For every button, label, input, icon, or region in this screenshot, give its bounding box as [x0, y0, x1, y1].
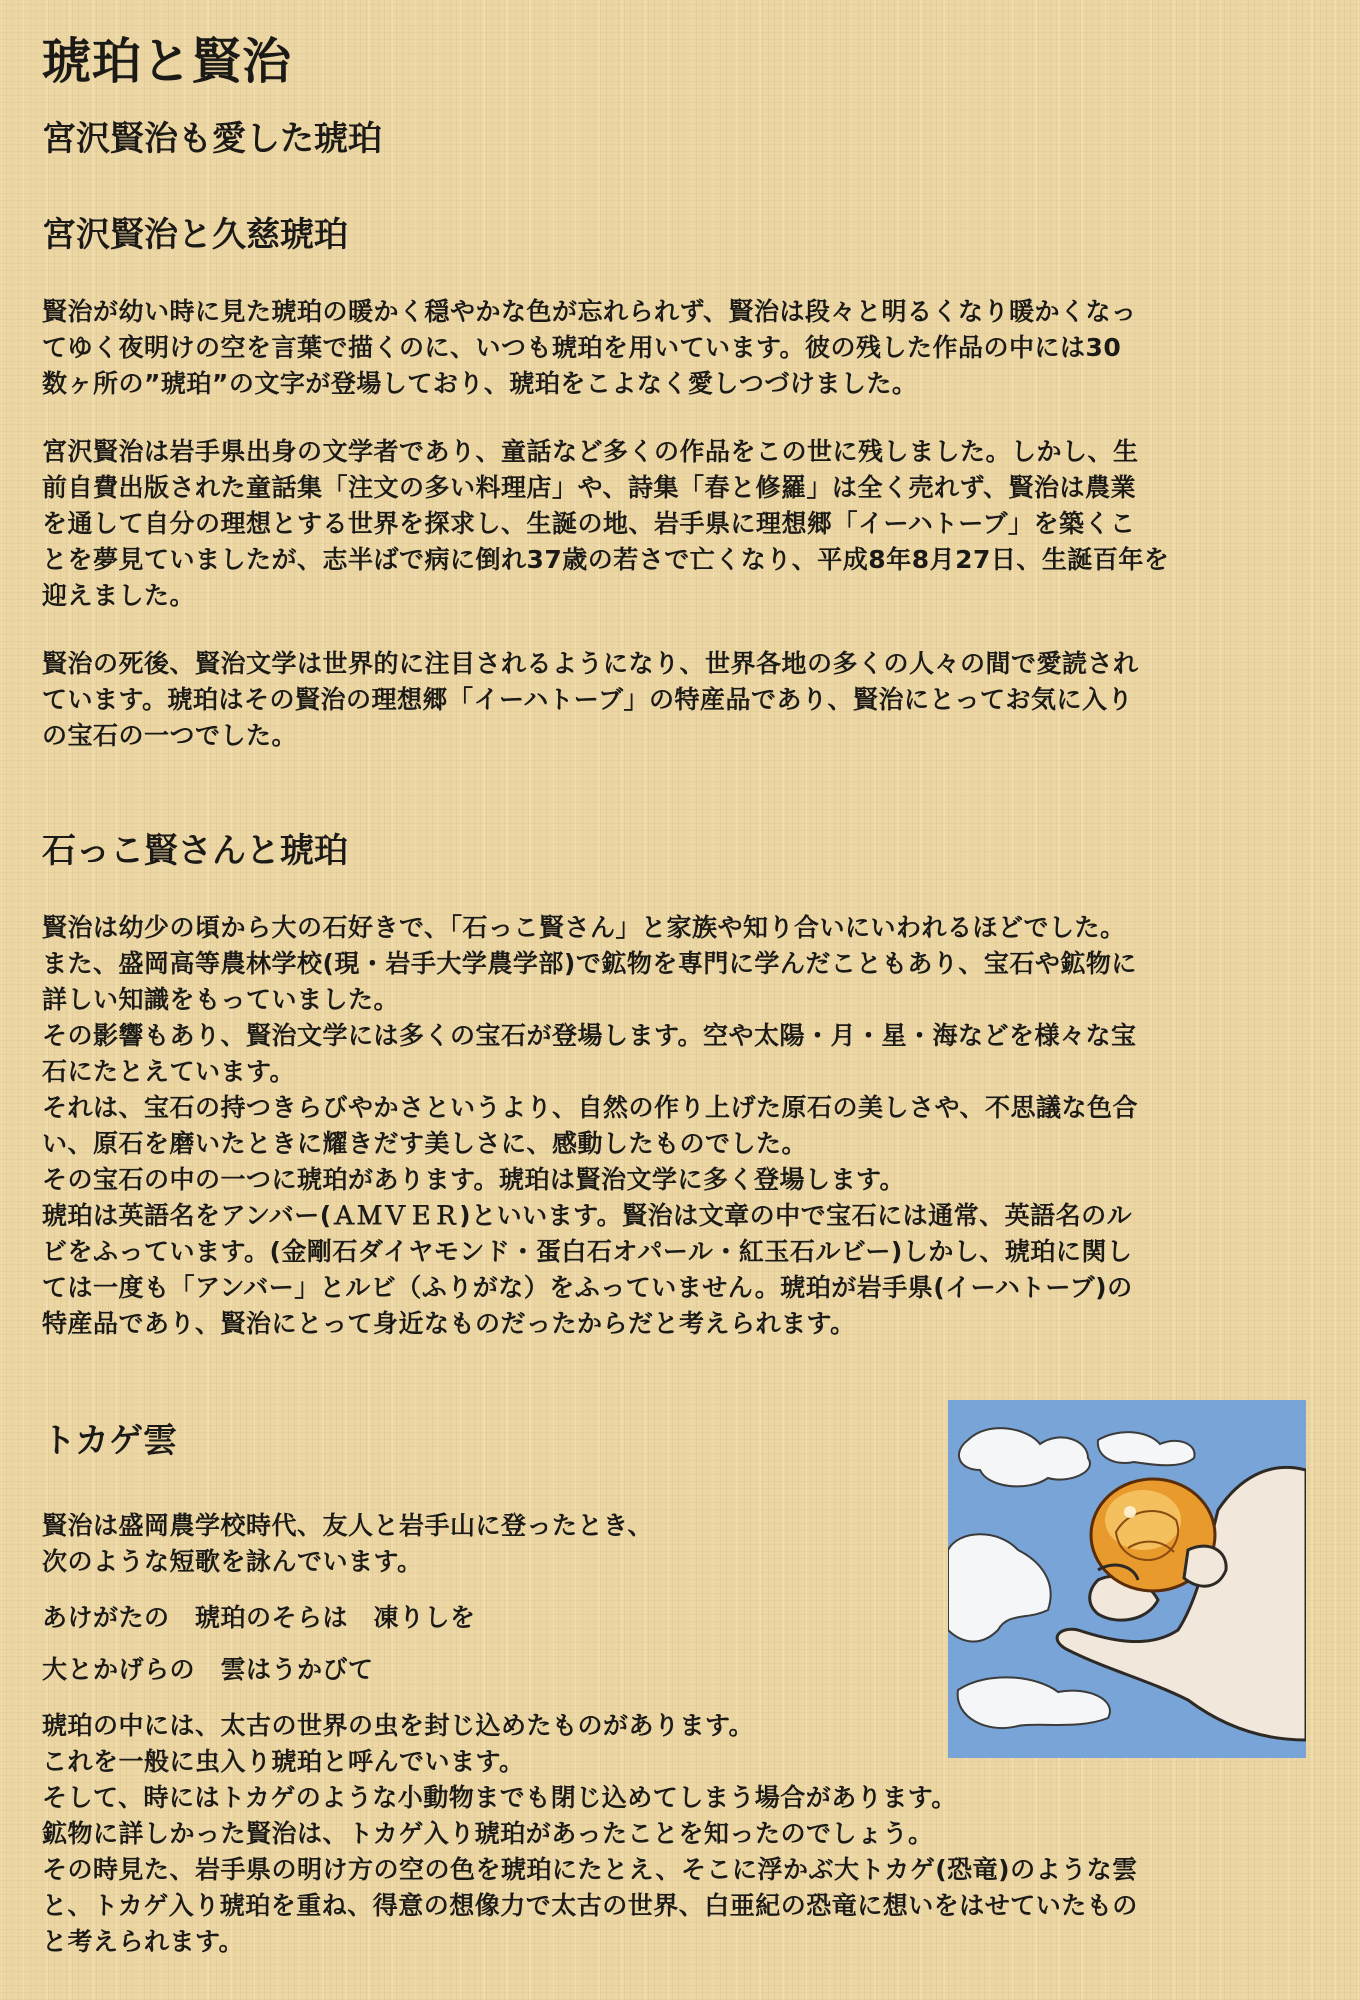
paragraph-line: を通して自分の理想とする世界を探求し、生誕の地、岩手県に理想郷「イーハトーブ」を築くこ [42, 509, 1136, 538]
paragraph-line: 琥珀は英語名をアンバー(ＡＭＶＥＲ)といいます。賢治は文章の中で宝石には通常、英語名のル [42, 1201, 1133, 1230]
paragraph-line: 迎えました。 [42, 581, 196, 610]
section-heading-tokage-gumo: トカゲ雲 [42, 1421, 177, 1461]
paragraph-line: い、原石を磨いたときに耀きだす美しさに、感動したものでした。 [42, 1129, 808, 1158]
paragraph-line: 宮沢賢治は岩手県出身の文学者であり、童話など多くの作品をこの世に残しました。しかし、生 [42, 437, 1139, 466]
paragraph-line: と考えられます。 [42, 1927, 245, 1956]
paragraph-line: それは、宝石の持つきらびやかさというより、自然の作り上げた原石の美しさや、不思議な色合 [42, 1093, 1139, 1122]
paragraph-line: と、トカゲ入り琥珀を重ね、得意の想像力で太古の世界、白亜紀の恐竜に想いをはせていたもの [42, 1891, 1138, 1920]
paragraph-line: ビをふっています。(金剛石ダイヤモンド・蛋白石オパール・紅玉石ルビー)しかし、琥珀に関し [42, 1237, 1133, 1266]
paragraph-line: 前自費出版された童話集「注文の多い料理店」や、詩集「春と修羅」は全く売れず、賢治は農業 [42, 473, 1137, 502]
paragraph-line: 数ヶ所の”琥珀”の文字が登場しており、琥珀をこよなく愛しつづけました。 [42, 369, 918, 398]
paragraph-line: 琥珀の中には、太古の世界の虫を封じ込めたものがあります。 [42, 1711, 755, 1740]
paragraph-line: そして、時にはトカゲのような小動物までも閉じ込めてしまう場合があります。 [42, 1783, 957, 1812]
paragraph-line: これを一般に虫入り琥珀と呼んでいます。 [42, 1747, 525, 1776]
paragraph [42, 1508, 653, 1580]
paragraph-line: その時見た、岩手県の明け方の空の色を琥珀にたとえ、そこに浮かぶ大トカゲ(恐竜)のような雲 [42, 1855, 1138, 1884]
paragraph [42, 646, 1139, 754]
paragraph-line: ては一度も「アンバー」とルビ（ふりがな）をふっていません。琥珀が岩手県(イーハトーブ)の [42, 1273, 1133, 1302]
hand-holding-amber-icon [948, 1400, 1306, 1758]
paragraph-line: その宝石の中の一つに琥珀があります。琥珀は賢治文学に多く登場します。 [42, 1165, 906, 1194]
paragraph-line: また、盛岡高等農林学校(現・岩手大学農学部)で鉱物を専門に学んだこともあり、宝石や鉱物に [42, 949, 1137, 978]
paragraph-line: その影響もあり、賢治文学には多くの宝石が登場します。空や太陽・月・星・海などを様々な宝 [42, 1021, 1137, 1050]
paragraph [42, 910, 1138, 1342]
paragraph-line: 詳しい知識をもっていました。 [42, 985, 400, 1014]
section-heading-miyazawa-kuji: 宮沢賢治と久慈琥珀 [42, 215, 348, 255]
paragraph-line: 賢治は盛岡農学校時代、友人と岩手山に登ったとき、 [42, 1511, 654, 1540]
paragraph-line: 石にたとえています。 [42, 1057, 296, 1086]
paragraph-line: 特産品であり、賢治にとって身近なものだったからだと考えられます。 [42, 1309, 856, 1338]
paragraph-line: 賢治は幼少の頃から大の石好きで、「石っこ賢さん」と家族や知り合いにいわれるほどでした。 [42, 913, 1126, 942]
tanka-line [42, 1600, 476, 1636]
paragraph-line: 次のような短歌を詠んでいます。 [42, 1547, 423, 1576]
paragraph-line: てゆく夜明けの空を言葉で描くのに、いつも琥珀を用いています。彼の残した作品の中には30 [42, 333, 1122, 362]
paragraph-line: ています。琥珀はその賢治の理想郷「イーハトーブ」の特産品であり、賢治にとってお気に入り [42, 685, 1134, 714]
tanka-line-text: 大とかげらの 雲はうかびて [42, 1655, 374, 1684]
paragraph-line: 賢治が幼い時に見た琥珀の暖かく穏やかな色が忘れられず、賢治は段々と明るくなり暖かくなっ [42, 297, 1137, 326]
tanka-line-text: あけがたの 琥珀のそらは 凍りしを [42, 1603, 476, 1632]
tanka-line [42, 1652, 374, 1688]
paragraph-line: の宝石の一つでした。 [42, 721, 298, 750]
page-subtitle: 宮沢賢治も愛した琥珀 [42, 119, 382, 159]
page-title: 琥珀と賢治 [42, 33, 293, 90]
section-heading-ishikko-kensan: 石っこ賢さんと琥珀 [42, 831, 348, 871]
paragraph [42, 294, 1137, 402]
paragraph [42, 434, 1169, 614]
paragraph-line: 賢治の死後、賢治文学は世界的に注目されるようになり、世界各地の多くの人々の間で愛読され [42, 649, 1139, 678]
paragraph-line: 鉱物に詳しかった賢治は、トカゲ入り琥珀があったことを知ったのでしょう。 [42, 1819, 934, 1848]
paragraph-line: とを夢見ていましたが、志半ばで病に倒れ37歳の若さで亡くなり、平成8年8月27日、生誕百年を [42, 545, 1170, 574]
